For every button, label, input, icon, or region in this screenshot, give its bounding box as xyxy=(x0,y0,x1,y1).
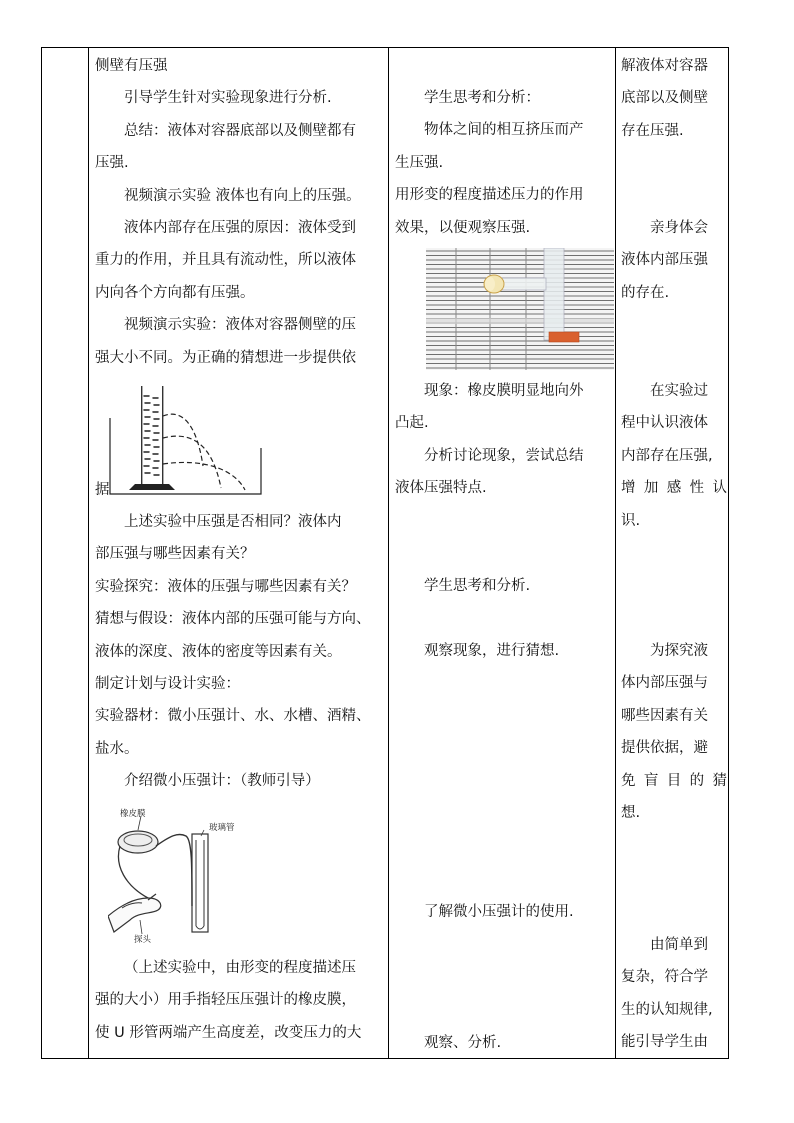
text-line: 液体的深度、液体的密度等因素有关。 xyxy=(95,643,342,660)
text-line: 总结：液体对容器底部以及侧壁都有 xyxy=(124,122,356,139)
student-activity-cell xyxy=(395,82,613,244)
text-line: 亲身体会 xyxy=(650,220,708,236)
text-line: 存在压强. xyxy=(621,122,684,139)
student-activity-cell xyxy=(395,570,613,602)
column-divider xyxy=(388,47,389,1059)
text-line: 提供依据，避 xyxy=(621,740,708,757)
text-line: 据 xyxy=(95,482,110,498)
student-activity-cell xyxy=(395,375,613,505)
text-line: 猜想与假设：液体内部的压强可能与方向、 xyxy=(95,611,371,628)
text-line: 现象：橡皮膜明显地向外 xyxy=(424,383,584,399)
text-line: 分析讨论现象，尝试总结 xyxy=(424,447,584,464)
text-line: 液体压强特点. xyxy=(395,480,487,497)
text-line: 物体之间的相互挤压而产 xyxy=(424,122,584,139)
column-divider xyxy=(88,47,89,1059)
text-line: 识. xyxy=(621,512,641,529)
pressure-gauge-figure xyxy=(108,806,238,944)
design-intent-cell xyxy=(621,929,727,1059)
text-line: 的存在. xyxy=(621,284,670,301)
text-line: 内向各个方向都有压强。 xyxy=(95,284,255,301)
student-activity-cell xyxy=(395,896,613,928)
text-line: 效果，以便观察压强. xyxy=(395,219,531,236)
student-activity-cell xyxy=(395,1027,613,1059)
text-line: 哪些因素有关 xyxy=(621,707,708,724)
text-line: 强的大小）用手指轻压压强计的橡皮膜， xyxy=(95,992,356,1009)
text-line: 学生思考和分析. xyxy=(424,578,531,594)
text-line: 盐水。 xyxy=(95,740,139,757)
text-line: 侧壁有压强 xyxy=(95,58,168,74)
text-line: 解液体对容器 xyxy=(621,58,708,74)
text-line: 实验器材：微小压强计、水、水槽、酒精、 xyxy=(95,708,371,725)
apparatus-photo xyxy=(426,248,614,370)
text-line: 为探究液 xyxy=(650,643,708,659)
text-line: 体内部压强与 xyxy=(621,675,708,692)
text-line: 部压强与哪些因素有关？ xyxy=(95,546,255,563)
text-line: 介绍微小压强计：（教师引导） xyxy=(124,773,320,790)
text-line: 底部以及侧壁 xyxy=(621,90,708,107)
text-line: 压强. xyxy=(95,155,129,172)
teacher-activity-cell xyxy=(95,506,383,798)
text-line: 凸起. xyxy=(395,415,429,432)
design-intent-cell xyxy=(621,50,727,147)
text-line: 观察现象，进行猜想. xyxy=(424,643,560,659)
text-line: 增加感性认 xyxy=(621,480,727,497)
student-activity-cell xyxy=(395,635,613,667)
text-line: 在实验过 xyxy=(650,383,708,399)
text-line: 用形变的程度描述压力的作用 xyxy=(395,187,584,204)
text-line: 液体内部压强 xyxy=(621,252,708,269)
text-line: 生的认知规律, xyxy=(621,1001,713,1018)
liquid-jet-cylinder-figure xyxy=(95,378,265,500)
membrane-label: 橡皮膜 xyxy=(120,809,146,819)
text-line: 引导学生针对实验现象进行分析. xyxy=(124,90,332,107)
design-intent-cell xyxy=(621,635,727,829)
probe-label: 探头 xyxy=(134,935,152,944)
text-line: 学生思考和分析： xyxy=(424,90,540,106)
text-line: 强大小不同。为正确的猜想进一步提供依 xyxy=(95,349,356,366)
text-line: 内部存在压强, xyxy=(621,447,713,464)
design-intent-cell xyxy=(621,212,727,309)
text-line: 想. xyxy=(621,804,641,821)
teacher-activity-cell xyxy=(95,952,383,1049)
text-line: （上述实验中，由形变的程度描述压 xyxy=(124,960,356,976)
teacher-activity-cell xyxy=(95,50,383,374)
design-intent-cell xyxy=(621,375,727,537)
text-line: 实验探究：液体的压强与哪些因素有关？ xyxy=(95,578,356,595)
text-line: 免盲目的猜 xyxy=(621,772,727,789)
text-line: 程中认识液体 xyxy=(621,415,708,432)
text-line: 能引导学生由 xyxy=(621,1034,708,1051)
text-line: 液体内部存在压强的原因：液体受到 xyxy=(124,219,356,236)
text-line: 观察、分析. xyxy=(424,1035,502,1051)
text-line: 使 U 形管两端产生高度差，改变压力的大 xyxy=(95,1024,362,1041)
text-line: 上述实验中压强是否相同？液体内 xyxy=(124,514,342,530)
text-line: 视频演示实验：液体对容器侧壁的压 xyxy=(124,317,356,334)
text-line: 生压强. xyxy=(395,154,444,171)
text-line: 重力的作用，并且具有流动性，所以液体 xyxy=(95,252,356,269)
text-line: 制定计划与设计实验： xyxy=(95,675,240,692)
text-line: 复杂，符合学 xyxy=(621,969,708,986)
glass-tube-label: 玻璃管 xyxy=(209,823,235,833)
text-line: 视频演示实验 液体也有向上的压强。 xyxy=(124,187,361,204)
column-divider xyxy=(615,47,616,1059)
text-line: 了解微小压强计的使用. xyxy=(424,904,574,920)
text-line: 由简单到 xyxy=(650,937,708,953)
